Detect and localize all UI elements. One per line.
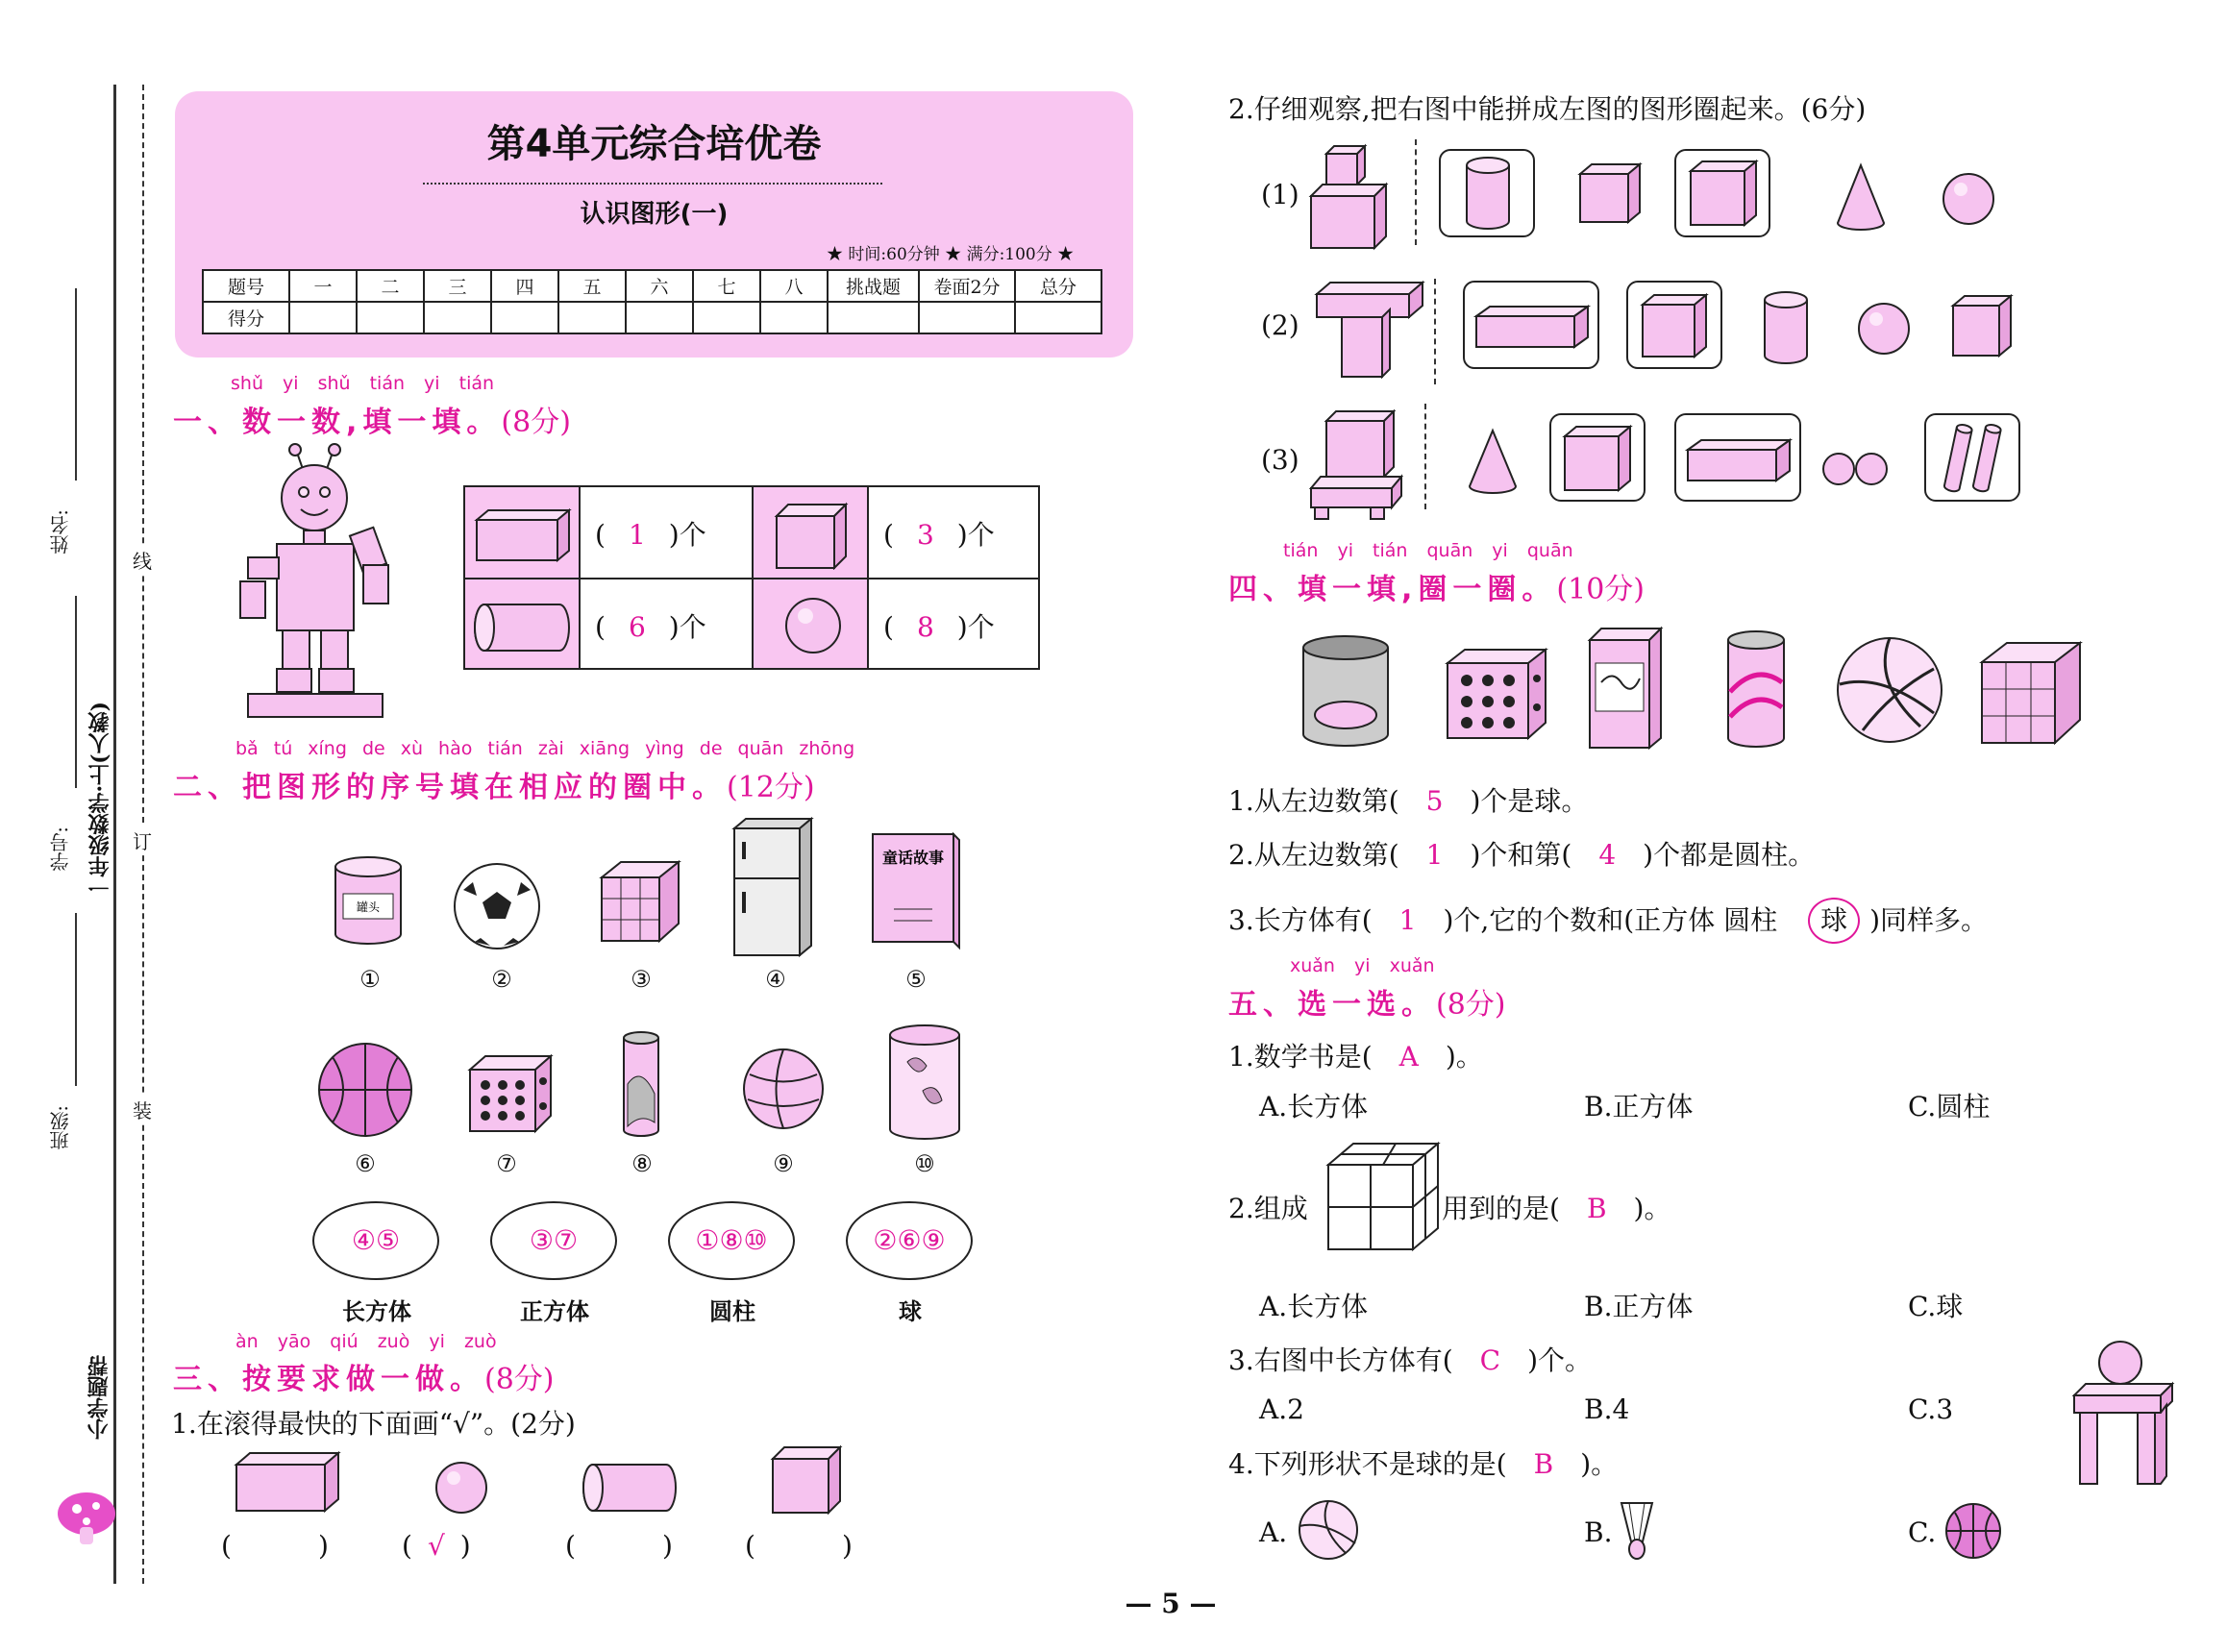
answer[interactable]: 1: [628, 519, 646, 551]
count-cell-2: [883, 514, 995, 553]
s4-q2: [1228, 834, 1815, 873]
name-label: 姓名:: [49, 509, 72, 555]
roll-cylinder-icon: [581, 1459, 680, 1516]
item-number: ⑩: [914, 1150, 935, 1177]
s2-points: (12分): [727, 771, 815, 804]
score-input[interactable]: [357, 302, 424, 333]
s5-q1-option-c[interactable]: C.圆柱: [1908, 1091, 1991, 1122]
ding-mark: 订: [133, 826, 152, 854]
q-text: 用到的是(: [1442, 1193, 1560, 1224]
s1-title: [173, 398, 571, 440]
sphere-choice-icon: [1855, 300, 1913, 358]
s3-points: (8分): [484, 1363, 555, 1396]
score-cell: 七: [693, 270, 760, 302]
s3-q1: 1.在滚得最快的下面画“√”。(2分): [171, 1408, 576, 1440]
soccer-ball-icon: [452, 861, 542, 951]
paren: ): [459, 1530, 471, 1562]
s5-q4-option-b[interactable]: B.: [1584, 1516, 1613, 1548]
item-number: ⑤: [905, 966, 927, 993]
score-cell: 八: [760, 270, 828, 302]
s5-title: [1228, 980, 1506, 1023]
r2-row3-label: (3): [1261, 444, 1299, 476]
answer[interactable]: B: [1586, 1193, 1607, 1224]
r2-row1-label: (1): [1261, 179, 1299, 210]
tin-can-icon: [330, 855, 407, 948]
score-input[interactable]: [491, 302, 558, 333]
beach-ball-icon: [740, 1046, 827, 1132]
id-label: 学号:: [49, 826, 72, 872]
q-text: )个是球。: [1470, 785, 1589, 817]
s5-q1: [1228, 1036, 1483, 1074]
paren: (: [402, 1530, 412, 1562]
basketball-icon: [315, 1040, 415, 1140]
score-cell: 三: [424, 270, 491, 302]
soda-can-icon: [1722, 625, 1790, 753]
answer-circle-cuboid[interactable]: ④⑤: [312, 1201, 439, 1280]
score-cell: 五: [558, 270, 626, 302]
count-cell-3: [595, 606, 706, 645]
answer[interactable]: 1: [1425, 839, 1444, 871]
s5-q3-option-b[interactable]: B.4: [1584, 1393, 1630, 1425]
mark-slot-2[interactable]: [402, 1530, 471, 1562]
count-cell-1: [595, 514, 706, 553]
s5-q2-option-a[interactable]: A.长方体: [1259, 1291, 1369, 1322]
s5-q2-option-b[interactable]: B.正方体: [1584, 1291, 1694, 1322]
q-text: 1.数学书是(: [1228, 1041, 1373, 1073]
cylinder-choice-icon: [1761, 290, 1811, 367]
s4-q1: [1228, 780, 1588, 819]
s5-q4-option-a[interactable]: A.: [1259, 1516, 1288, 1548]
category-label-sphere: 球: [899, 1298, 922, 1325]
refrigerator-icon: [730, 815, 815, 959]
s5-q2: [1442, 1188, 1670, 1226]
score-table: [202, 269, 1102, 334]
robot-figure: [231, 442, 413, 730]
volleyball-option-icon: [1296, 1497, 1361, 1563]
drum-can-icon: [1298, 634, 1394, 752]
unit: )个: [956, 519, 995, 551]
cube-choice-icon: [1949, 292, 2015, 359]
item-number: ④: [765, 966, 786, 993]
score-input[interactable]: [424, 302, 491, 333]
category-label-cube: 正方体: [520, 1298, 589, 1325]
basketball-option-icon: [1943, 1501, 2003, 1561]
s4-title-text: 四、填一填,圈一圈。: [1228, 573, 1557, 606]
mark-slot-4[interactable]: [745, 1530, 853, 1562]
class-label: 班级:: [49, 1105, 72, 1150]
item-number: ③: [631, 966, 652, 993]
r2-row1-composite: [1307, 140, 1389, 251]
flower-can-icon: [884, 1023, 965, 1143]
q-text: 3.长方体有(: [1228, 904, 1373, 936]
cone-choice-icon: [1834, 161, 1888, 234]
s1-pinyin: shǔ yi shǔ tián yi tián: [231, 373, 495, 394]
dice-object-icon: [1444, 646, 1549, 742]
answer[interactable]: 3: [916, 519, 934, 551]
check-mark[interactable]: √: [427, 1530, 445, 1562]
q-text: )同样多。: [1869, 904, 1989, 936]
s3-title-text: 三、按要求做一做。: [173, 1363, 484, 1396]
answer[interactable]: 4: [1598, 839, 1617, 871]
mark-slot-1[interactable]: [221, 1530, 329, 1562]
item-number: ⑦: [496, 1150, 517, 1177]
score-cell: 挑战题: [828, 270, 919, 302]
brand-label: 小学题帮: [87, 1355, 111, 1440]
cube-choice-icon: [1687, 158, 1760, 229]
item-number: ⑥: [355, 1150, 376, 1177]
cube-choice-icon: [1561, 423, 1634, 494]
page-number: — 5 —: [1125, 1588, 1217, 1619]
exam-meta: ★ 时间:60分钟 ★ 满分:100分 ★: [827, 245, 1075, 264]
s3-pinyin: àn yāo qiú zuò yi zuò: [235, 1331, 497, 1352]
can-label-text: 罐头: [356, 900, 381, 914]
r2-row2-composite: [1313, 279, 1428, 380]
answer[interactable]: 1: [1398, 904, 1417, 936]
circled-choice[interactable]: 球: [1808, 898, 1860, 944]
cuboid-icon: [473, 506, 574, 564]
category-label-cylinder: 圆柱: [709, 1298, 755, 1325]
score-cell: 一: [289, 270, 357, 302]
sphere-icon: [782, 595, 844, 656]
score-cell: 四: [491, 270, 558, 302]
q-text: 3.右图中长方体有(: [1228, 1344, 1453, 1376]
rubiks-cube-icon: [598, 858, 682, 945]
s4-q3: [1228, 898, 1988, 944]
answer[interactable]: B: [1533, 1448, 1554, 1480]
r2-question: 2.仔细观察,把右图中能拼成左图的图形圈起来。(6分): [1228, 93, 1867, 125]
milk-box-icon: [1584, 625, 1665, 752]
page-subtitle: 认识图形(一): [580, 200, 729, 229]
item-number: ②: [491, 966, 512, 993]
cone-choice-icon: [1466, 427, 1520, 498]
roll-cube-icon: [769, 1443, 844, 1516]
score-input[interactable]: [558, 302, 626, 333]
score-cell: 六: [626, 270, 693, 302]
line-mark: 线: [133, 546, 152, 574]
r2-row2-divider: [1434, 279, 1436, 384]
score-input[interactable]: [1015, 302, 1101, 333]
score-input[interactable]: [760, 302, 828, 333]
score-cell: 卷面2分: [919, 270, 1015, 302]
paren: (: [595, 611, 606, 643]
score-input[interactable]: [693, 302, 760, 333]
sphere-choice-icon: [1940, 170, 1997, 228]
cuboid-choice-icon: [1684, 436, 1794, 484]
unit: )个: [668, 519, 706, 551]
q-text: )。: [1580, 1448, 1619, 1480]
paren: (: [883, 611, 894, 643]
s5-q2-prefix: 2.组成: [1228, 1193, 1308, 1224]
answer-circle-sphere[interactable]: ②⑥⑨: [846, 1201, 973, 1280]
s1-title-text: 一、数一数,填一填。: [173, 406, 502, 439]
s2-title-text: 二、把图形的序号填在相应的圈中。: [173, 771, 727, 804]
s2-title: [173, 763, 815, 805]
score-input[interactable]: [289, 302, 357, 333]
q-text: )。: [1633, 1193, 1671, 1224]
paren: ): [841, 1530, 853, 1562]
s4-pinyin: tián yi tián quān yi quān: [1283, 540, 1573, 561]
drink-can-icon: [620, 1026, 662, 1142]
cube-choice-icon: [1576, 160, 1644, 226]
s5-q2-option-c[interactable]: C.球: [1908, 1291, 1964, 1322]
s5-q1-option-a[interactable]: A.长方体: [1259, 1091, 1369, 1122]
q-text: )个,它的个数和(正方体 圆柱: [1443, 904, 1778, 936]
paren: (: [883, 519, 894, 551]
answer-circle-cylinder[interactable]: ①⑧⑩: [668, 1201, 795, 1280]
q-text: )。: [1445, 1041, 1483, 1073]
score-cell: 得分: [203, 302, 289, 333]
cube-icon: [773, 501, 850, 570]
s5-title-text: 五、选一选。: [1228, 988, 1436, 1022]
mushroom-icon: [53, 1485, 130, 1552]
paren: (: [595, 519, 606, 551]
table-figure: [2066, 1338, 2177, 1492]
cuboid-choice-icon: [1472, 303, 1593, 351]
s5-q3-option-c[interactable]: C.3: [1908, 1393, 1954, 1425]
s4-points: (10分): [1556, 573, 1645, 606]
s2-pinyin: bǎ tú xíng de xù hào tián zài xiāng yìng de quān zhōng: [235, 738, 855, 759]
q-text: 4.下列形状不是球的是(: [1228, 1448, 1507, 1480]
unit: )个: [668, 611, 706, 643]
s1-points: (8分): [501, 406, 571, 439]
item-number: ⑨: [773, 1150, 794, 1177]
s4-title: [1228, 565, 1645, 607]
answer[interactable]: 5: [1425, 785, 1444, 817]
count-grid: [463, 485, 1040, 670]
answer-circle-cube[interactable]: ③⑦: [490, 1201, 617, 1280]
score-cell: 总分: [1015, 270, 1101, 302]
r2-row3-composite: [1307, 406, 1403, 521]
cylinder-icon: [473, 599, 574, 656]
answer[interactable]: 8: [916, 611, 934, 643]
paren: ): [317, 1530, 329, 1562]
two-cylinders-choice-icon: [1937, 421, 2008, 498]
roll-cuboid-icon: [233, 1449, 343, 1515]
storybook-icon: [865, 828, 961, 953]
score-input[interactable]: [828, 302, 919, 333]
paren: ): [661, 1530, 673, 1562]
cube-grid-figure: [1324, 1140, 1442, 1253]
roll-sphere-icon: [433, 1459, 490, 1516]
paren: (: [221, 1530, 232, 1562]
r2-row1-divider: [1415, 139, 1417, 245]
unit: )个: [956, 611, 995, 643]
r2-row2-label: (2): [1261, 309, 1299, 341]
mark-slot-3[interactable]: [565, 1530, 673, 1562]
q-text: 1.从左边数第(: [1228, 785, 1399, 817]
volleyball-icon: [1834, 634, 1945, 746]
book-cover-text: 童话故事: [881, 849, 945, 867]
shuttlecock-option-icon: [1618, 1499, 1656, 1563]
q-text: )个和第(: [1470, 839, 1572, 871]
answer[interactable]: A: [1398, 1041, 1419, 1073]
book-label: 一年级数学·上(人教): [87, 702, 112, 899]
cylinder-choice-icon: [1463, 156, 1513, 233]
title-divider: [423, 183, 882, 185]
two-spheres-choice-icon: [1821, 450, 1891, 488]
s5-q3: [1228, 1340, 1592, 1378]
score-input[interactable]: [919, 302, 1015, 333]
q-text: )个都是圆柱。: [1643, 839, 1816, 871]
s5-q3-option-a[interactable]: A.2: [1259, 1393, 1304, 1425]
r2-row3-divider: [1424, 404, 1426, 509]
q-text: )个。: [1527, 1344, 1593, 1376]
s5-pinyin: xuǎn yi xuǎn: [1290, 955, 1435, 976]
score-input[interactable]: [626, 302, 693, 333]
rubiks-cube-object-icon: [1978, 639, 2084, 747]
s5-q1-option-b[interactable]: B.正方体: [1584, 1091, 1694, 1122]
s5-q4-option-c[interactable]: C.: [1908, 1516, 1937, 1548]
paren: (: [565, 1530, 576, 1562]
answer[interactable]: 6: [628, 611, 646, 643]
item-number: ⑧: [631, 1150, 653, 1177]
cube-choice-icon: [1639, 291, 1710, 360]
s5-points: (8分): [1436, 988, 1506, 1022]
item-number: ①: [359, 966, 381, 993]
paren: (: [745, 1530, 755, 1562]
class-line: [75, 913, 77, 1086]
category-label-cuboid: 长方体: [342, 1298, 411, 1325]
s5-q4: [1228, 1443, 1618, 1482]
score-cell: 题号: [203, 270, 289, 302]
answer[interactable]: C: [1479, 1344, 1501, 1376]
score-cell: 二: [357, 270, 424, 302]
page-title: 第4单元综合培优卷: [486, 122, 822, 166]
s3-title: [173, 1355, 555, 1397]
zhuang-mark: 装: [133, 1096, 152, 1123]
id-line: [75, 596, 77, 788]
name-line: [75, 288, 77, 481]
count-cell-4: [883, 606, 995, 645]
q-text: 2.从左边数第(: [1228, 839, 1399, 871]
dice-icon: [466, 1052, 555, 1135]
